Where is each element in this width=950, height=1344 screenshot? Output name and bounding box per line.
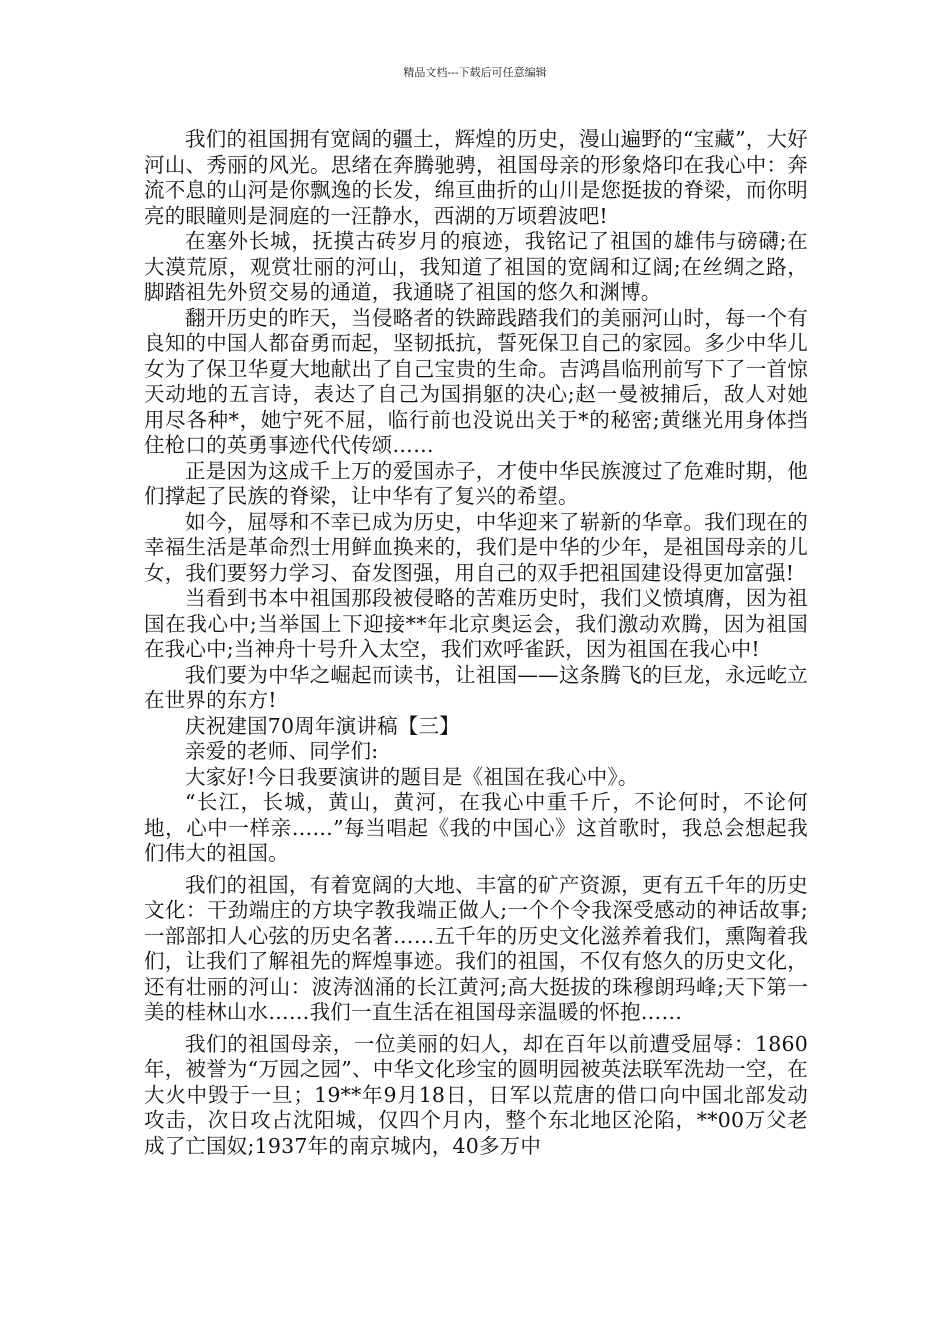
paragraph: 在塞外长城，抚摸古砖岁月的痕迹，我铭记了祖国的雄伟与磅礴;在大漠荒原，观赏壮丽的河山，我知道了祖国的宽阔和辽阔;在丝绸之路，脚踏祖先外贸交易的通道，我通晓了祖国的悠久和渊博。 <box>144 229 808 304</box>
paragraph: 我们的祖国拥有宽阔的疆土，辉煌的历史，漫山遍野的“宝藏”，大好河山、秀丽的风光。思绪在奔腾驰骋，祖国母亲的形象烙印在我心中：奔流不息的山河是你飘逸的长发，绵亘曲折的山川是您挺拔的脊梁，而你明亮的眼瞳则是洞庭的一汪静水，西湖的万顷碧波吧! <box>144 127 808 228</box>
paragraph: 我们的祖国母亲，一位美丽的妇人，却在百年以前遭受屈辱：1860年，被誉为“万园之园”、中华文化珍宝的圆明园被英法联军洗劫一空，在大火中毁于一旦；19**年9月18日，日军以荒唐的借口向中国北部发动攻击，次日攻占沈阳城，仅四个月内，整个东北地区沦陷，**00万父老成了亡国奴;1937年的南京城内，40多万中 <box>144 1031 808 1158</box>
paragraph: 我们的祖国，有着宽阔的大地、丰富的矿产资源，更有五千年的历史文化：干劲端庄的方块字教我端正做人;一个个令我深受感动的神话故事;一部部扣人心弦的历史名著……五千年的历史文化滋养着我们，熏陶着我们，让我们了解祖先的辉煌事迹。我们的祖国，不仅有悠久的历史文化，还有壮丽的河山：波涛汹涌的长江黄河;高大挺拔的珠穆朗玛峰;天下第一美的桂林山水……我们一直生活在祖国母亲温暖的怀抱…… <box>144 872 808 1024</box>
document-body <box>144 127 808 1159</box>
greeting: 大家好!今日我要演讲的题目是《祖国在我心中》。 <box>185 764 639 789</box>
paragraph: 翻开历史的昨天，当侵略者的铁蹄践踏我们的美丽河山时，每一个有良知的中国人都奋勇而起，坚韧抵抗，誓死保卫自己的家园。多少中华儿女为了保卫华夏大地献出了自己宝贵的生命。吉鸿昌临刑前写下了一首惊天动地的五言诗，表达了自己为国捐躯的决心;赵一曼被捕后，敌人对她用尽各种*，她宁死不屈，临行前也没说出关于*的秘密;黄继光用身体挡住枪口的英勇事迹代代传颂…… <box>144 305 808 457</box>
salutation: 亲爱的老师、同学们: <box>185 739 379 763</box>
paragraph: “长江，长城，黄山，黄河，在我心中重千斤，不论何时，不论何地，心中一样亲……”每当唱起《我的中国心》这首歌时，我总会想起我们伟大的祖国。 <box>144 790 808 865</box>
paragraph: 我们要为中华之崛起而读书，让祖国——这条腾飞的巨龙，永远屹立在世界的东方! <box>144 662 808 712</box>
paragraph: 正是因为这成千上万的爱国赤子，才使中华民族渡过了危难时期，他们撑起了民族的脊梁，让中华有了复兴的希望。 <box>144 458 808 508</box>
page-header: 精品文档---下载后可任意编辑 <box>403 66 547 79</box>
paragraph: 如今，屈辱和不幸已成为历史，中华迎来了崭新的华章。我们现在的幸福生活是革命烈士用鲜血换来的，我们是中华的少年，是祖国母亲的儿女，我们要努力学习、奋发图强，用自己的双手把祖国建设得更加富强! <box>144 509 808 585</box>
section-heading: 庆祝建国70周年演讲稿【三】 <box>185 713 460 738</box>
paragraph: 当看到书本中祖国那段被侵略的苦难历史时，我们义愤填膺，因为祖国在我心中;当举国上下迎接**年北京奥运会，我们激动欢腾，因为祖国在我心中;当神舟十号升入太空，我们欢呼雀跃，因为祖国在我心中! <box>144 586 808 661</box>
